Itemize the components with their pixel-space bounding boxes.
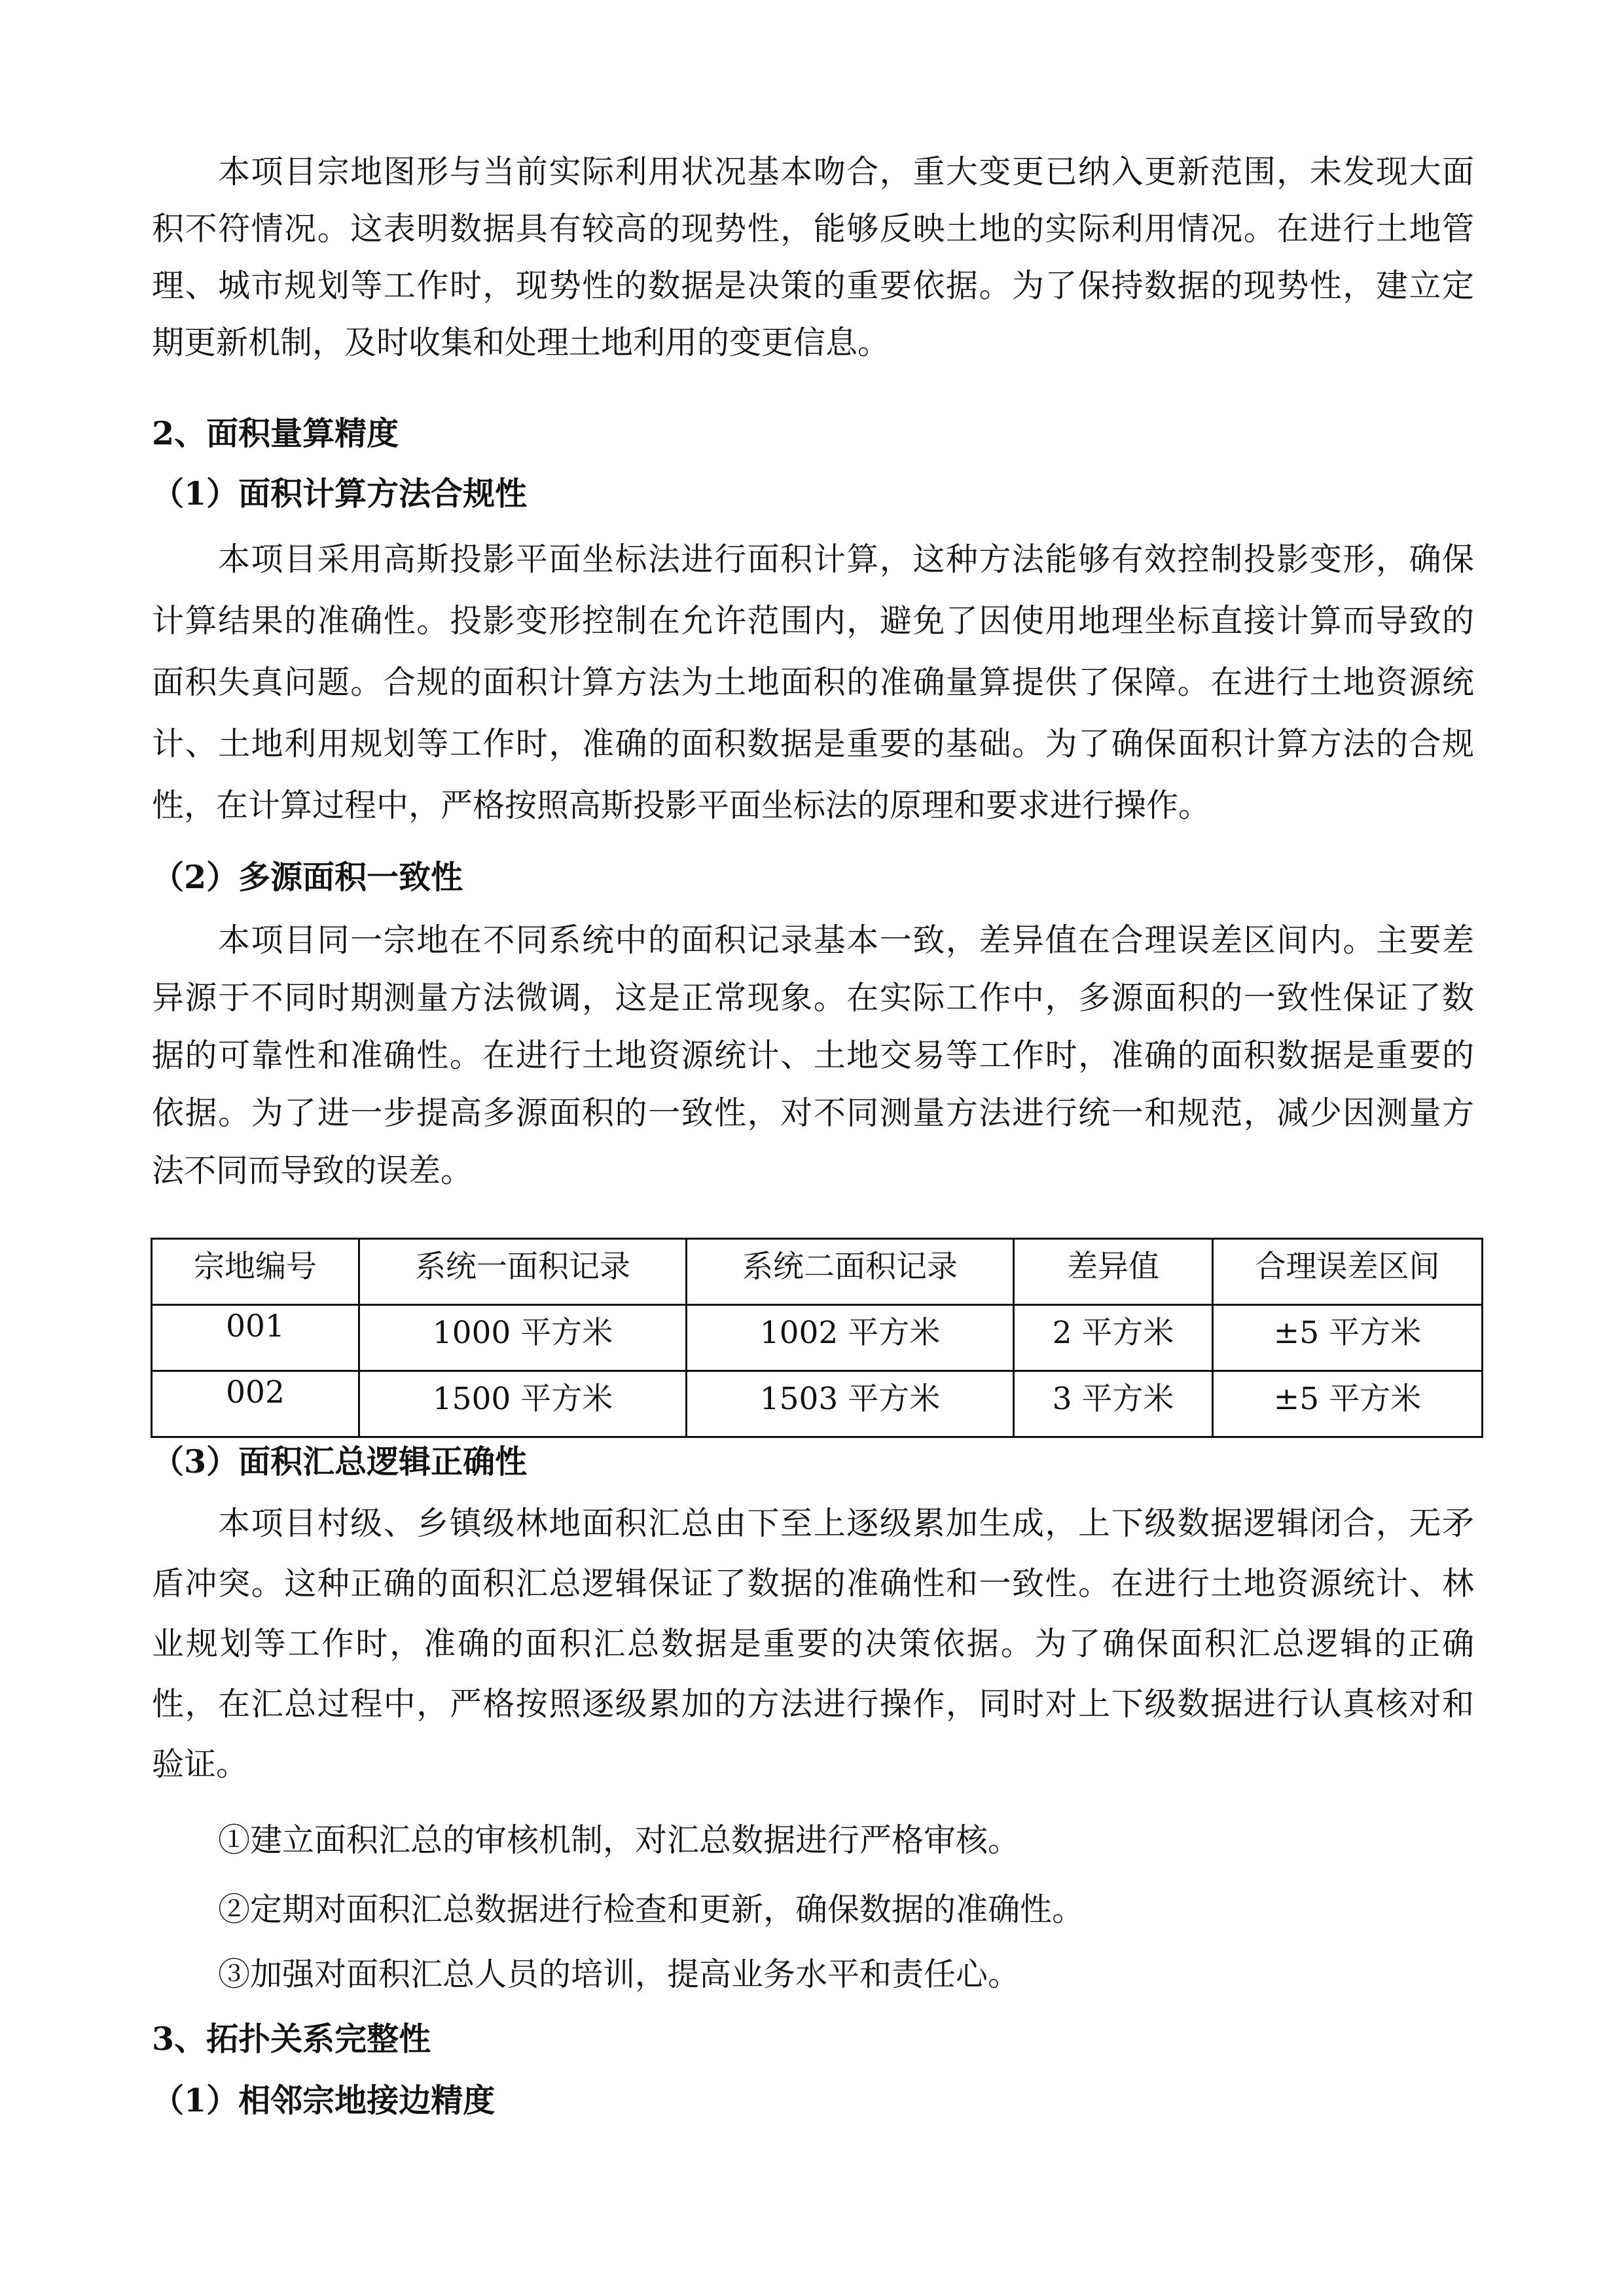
- list-item: ①建立面积汇总的审核机制，对汇总数据进行严格审核。: [218, 1821, 1020, 1859]
- text-line: 据的可靠性和准确性。在进行土地资源统计、土地交易等工作时，准确的面积数据是重要的: [152, 1037, 1474, 1074]
- list-item: ③加强对面积汇总人员的培训，提高业务水平和责任心。: [218, 1956, 1020, 1993]
- text-line: 异源于不同时期测量方法微调，这是正常现象。在实际工作中，多源面积的一致性保证了数: [152, 979, 1474, 1016]
- table-cell: 1500 平方米: [359, 1371, 687, 1437]
- paragraph-area-summary: [152, 1498, 1474, 1799]
- text-line: 本项目采用高斯投影平面坐标法进行面积计算，这种方法能够有效控制投影变形，确保: [218, 541, 1474, 578]
- subheading-area-summary: （3）面积汇总逻辑正确性: [152, 1443, 528, 1480]
- section-heading-topology: 3、拓扑关系完整性: [152, 2020, 431, 2058]
- text-line: 计算结果的准确性。投影变形控制在允许范围内，避免了因使用地理坐标直接计算而导致的: [152, 602, 1474, 639]
- table-header-row: [152, 1239, 1483, 1305]
- table-cell: 1000 平方米: [359, 1305, 687, 1371]
- table-cell: 001: [152, 1305, 359, 1371]
- table-header-cell: 合理误差区间: [1213, 1239, 1483, 1305]
- table-header-cell: 差异值: [1014, 1239, 1213, 1305]
- list-item: ②定期对面积汇总数据进行检查和更新，确保数据的准确性。: [218, 1891, 1085, 1928]
- table-cell: 3 平方米: [1014, 1371, 1213, 1437]
- table-header-cell: 系统一面积记录: [359, 1239, 687, 1305]
- text-line: 性，在汇总过程中，严格按照逐级累加的方法进行操作，同时对上下级数据进行认真核对和: [152, 1685, 1474, 1723]
- subheading-multi-source: （2）多源面积一致性: [152, 858, 463, 896]
- text-line: 本项目同一宗地在不同系统中的面积记录基本一致，差异值在合理误差区间内。主要差: [218, 922, 1474, 959]
- text-line: 理、城市规划等工作时，现势性的数据是决策的重要依据。为了保持数据的现势性，建立定: [152, 267, 1474, 304]
- text-line: 验证。: [152, 1746, 249, 1783]
- subheading-area-method: （1）面积计算方法合规性: [152, 475, 528, 512]
- table-cell: ±5 平方米: [1213, 1305, 1483, 1371]
- table-cell: ±5 平方米: [1213, 1371, 1483, 1437]
- table-row: [152, 1305, 1483, 1371]
- text-line: 依据。为了进一步提高多源面积的一致性，对不同测量方法进行统一和规范，减少因测量方: [152, 1094, 1474, 1132]
- paragraph-multi-source: [152, 915, 1474, 1203]
- table-header-cell: 宗地编号: [152, 1239, 359, 1305]
- table-cell: 2 平方米: [1014, 1305, 1213, 1371]
- text-line: 面积失真问题。合规的面积计算方法为土地面积的准确量算提供了保障。在进行土地资源统: [152, 664, 1474, 701]
- table-row: [152, 1371, 1483, 1437]
- text-line: 积不符情况。这表明数据具有较高的现势性，能够反映土地的实际利用情况。在进行土地管: [152, 210, 1474, 247]
- table-cell: 002: [152, 1371, 359, 1437]
- paragraph-area-method: [152, 534, 1474, 842]
- table-cell: 1002 平方米: [687, 1305, 1014, 1371]
- table-header-cell: 系统二面积记录: [687, 1239, 1014, 1305]
- text-line: 本项目宗地图形与当前实际利用状况基本吻合，重大变更已纳入更新范围，未发现大面: [218, 153, 1474, 190]
- table-cell: 1503 平方米: [687, 1371, 1014, 1437]
- paragraph-data-currency: [152, 147, 1474, 374]
- text-line: 本项目村级、乡镇级林地面积汇总由下至上逐级累加生成，上下级数据逻辑闭合，无矛: [218, 1505, 1474, 1542]
- subheading-adjacent-parcels: （1）相邻宗地接边精度: [152, 2081, 496, 2119]
- text-line: 法不同而导致的误差。: [152, 1152, 473, 1189]
- text-line: 性，在计算过程中，严格按照高斯投影平面坐标法的原理和要求进行操作。: [152, 787, 1211, 824]
- section-heading-area-accuracy: 2、面积量算精度: [152, 414, 399, 452]
- text-line: 期更新机制，及时收集和处理土地利用的变更信息。: [152, 324, 890, 361]
- text-line: 计、土地利用规划等工作时，准确的面积数据是重要的基础。为了确保面积计算方法的合规: [152, 725, 1474, 762]
- area-comparison-table: [151, 1238, 1483, 1438]
- text-line: 盾冲突。这种正确的面积汇总逻辑保证了数据的准确性和一致性。在进行土地资源统计、林: [152, 1565, 1474, 1602]
- text-line: 业规划等工作时，准确的面积汇总数据是重要的决策依据。为了确保面积汇总逻辑的正确: [152, 1625, 1474, 1662]
